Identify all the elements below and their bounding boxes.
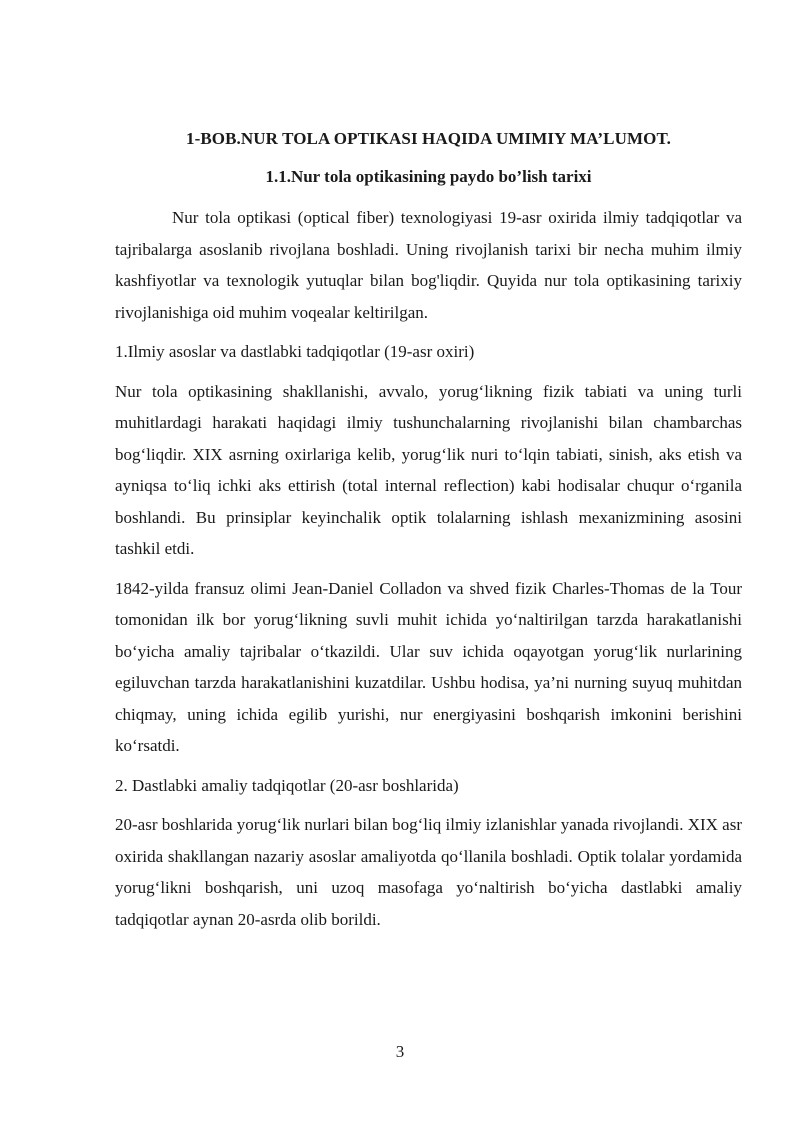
body-paragraph-1: Nur tola optikasining shakllanishi, avvalo, yorug‘likning fizik tabiati va uning turli muhitlardagi harakati haqidagi ilmiy tushunchalarning rivojlanishi bilan chambarchas bog‘liqdir. XIX asrning oxirlariga kelib, yorug‘lik nuri to‘lqin tabiati, sinish, aks etish va ayniqsa to‘liq ichki aks ettirish (total internal reflection) kabi hodisalar chuqur o‘rganila boshlandi. Bu prinsiplar keyinchalik optik tolalarning ishlash mexanizmining asosini tashkil etdi. [115,381,742,558]
subsection-heading-2: 2. Dastlabki amaliy tadqiqotlar (20-asr boshlarida) [115,775,459,795]
body-paragraph-3: 20-asr boshlarida yorug‘lik nurlari bilan bog‘liq ilmiy izlanishlar yanada rivojlandi. XIX asr oxirida shakllangan nazariy asoslar amaliyotda qo‘llanila boshladi. Optik tolalar yordamida yorug‘likni boshqarish, uni uzoq masofaga yo‘naltirish bo‘yicha dastlabki amaliy tadqiqotlar aynan 20-asrda olib borildi. [115,815,742,929]
section-title: 1.1.Nur tola optikasining paydo bo’lish tarixi [265,167,592,186]
body-paragraph-2: 1842-yilda fransuz olimi Jean-Daniel Colladon va shved fizik Charles-Thomas de la Tour tomonidan ilk bor yorug‘likning suvli muhit ichida yo‘naltirilgan tarzda harakatlanishi bo‘yicha amaliy tajribalar o‘tkazildi. Ular suv ichida oqayotgan yorug‘lik nurlarining egiluvchan tarzda harakatlanishini kuzatdilar. Ushbu hodisa, ya’ni nurning suyuq muhitdan chiqmay, uning ichida egilib yurishi, nur energiyasini boshqarish imkonini berishini ko‘rsatdi. [115,578,742,755]
intro-paragraph: Nur tola optikasi (optical fiber) texnologiyasi 19-asr oxirida ilmiy tadqiqotlar va tajribalarga asoslanib rivojlana boshladi. Uning rivojlanish tarixi bir necha muhim ilmiy kashfiyotlar va texnologik yutuqlar bilan bog'liqdir. Quyida nur tola optikasining tarixiy rivojlanishiga oid muhim voqealar keltirilgan. [115,208,742,322]
chapter-title: 1-BOB.NUR TOLA OPTIKASI HAQIDA UMIMIY MA’LUMOT. [186,129,671,148]
page-number: 3 [395,1042,405,1061]
page-content [115,128,742,935]
subsection-heading-1: 1.Ilmiy asoslar va dastlabki tadqiqotlar (19-asr oxiri) [115,342,475,361]
